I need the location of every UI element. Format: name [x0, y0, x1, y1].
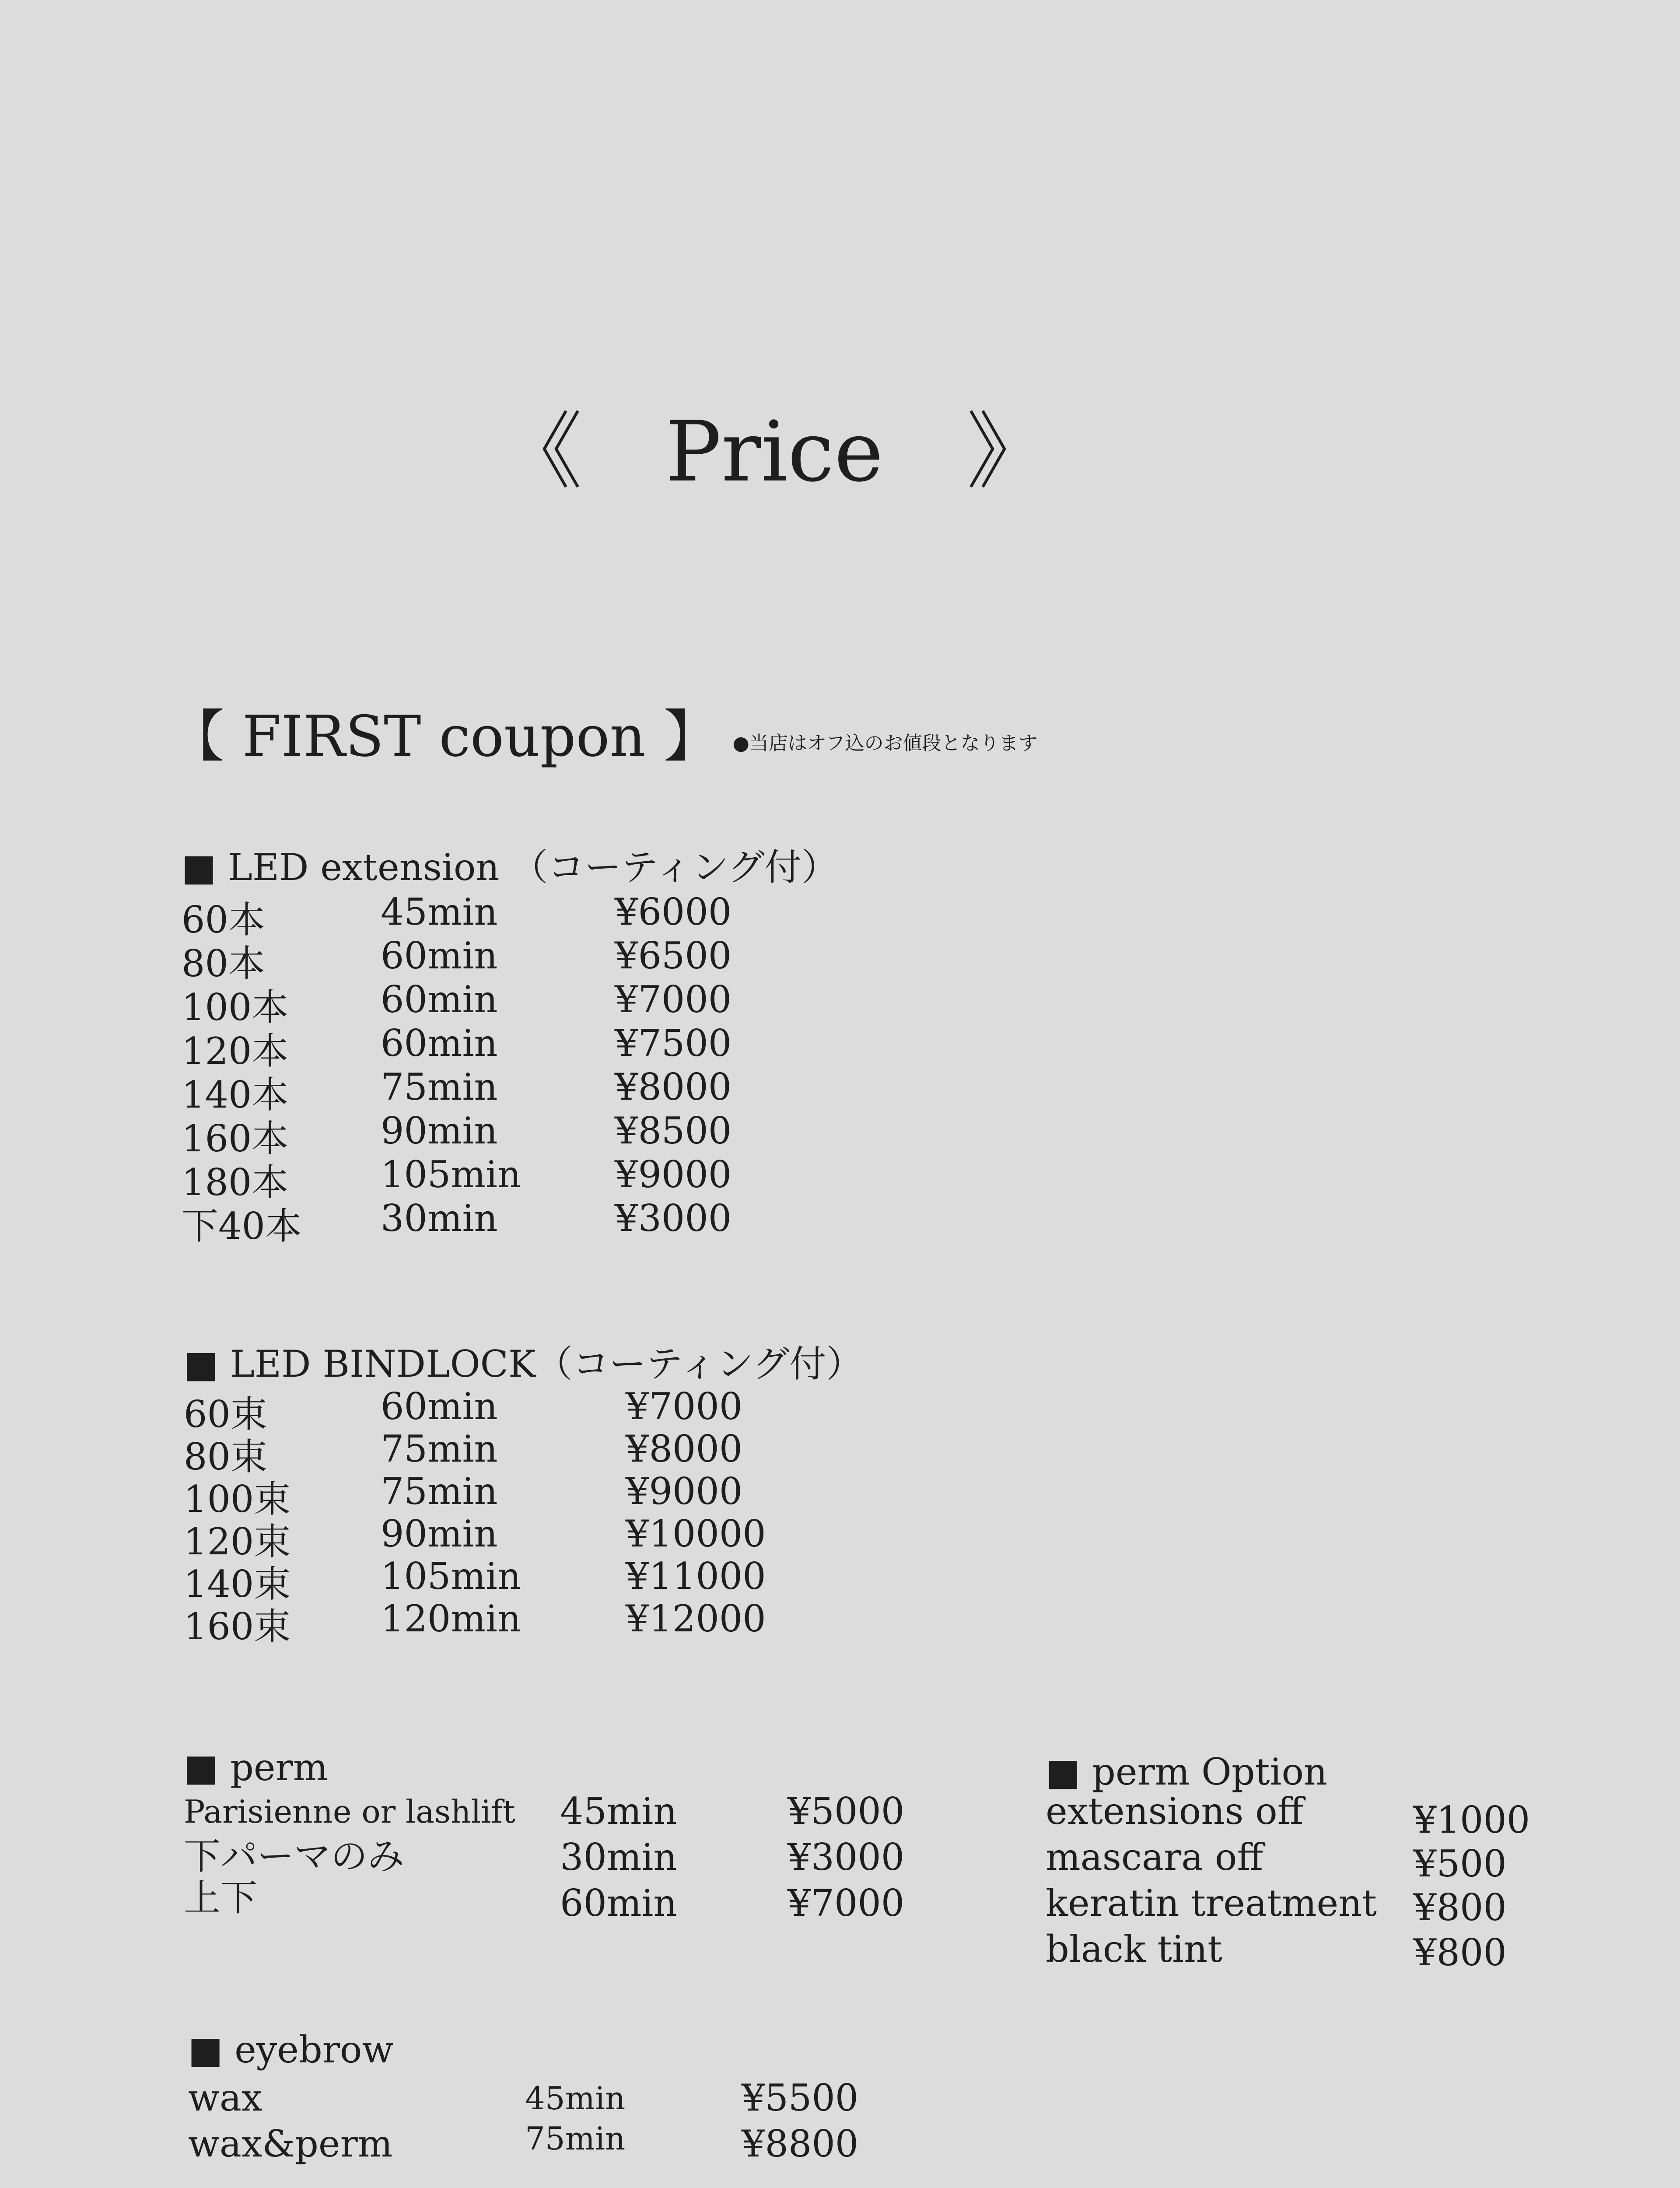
price-cell: ¥9000 [626, 1470, 743, 1513]
price-cell: ¥6000 [615, 891, 732, 933]
price-cell: ¥10000 [626, 1512, 766, 1555]
page-title: 《 Price 》 [499, 403, 1050, 500]
price-cell: ¥800 [1413, 1886, 1507, 1929]
first-coupon-heading [168, 691, 1038, 772]
price-cell: ¥7000 [615, 978, 732, 1021]
led-bindlock-heading: ■ LED BINDLOCK（コーティング付） [184, 1343, 863, 1385]
count-cell: 80束 [184, 1435, 267, 1478]
count-cell: 140束 [184, 1563, 291, 1606]
count-cell: 100本 [182, 986, 289, 1029]
count-cell: 160本 [182, 1117, 289, 1160]
count-cell: 60束 [184, 1393, 267, 1436]
eyebrow-heading: ■ eyebrow [188, 2028, 394, 2071]
service-cell: wax [188, 2076, 262, 2119]
price-cell: ¥7000 [788, 1882, 905, 1925]
count-cell: 120本 [182, 1030, 289, 1073]
service-cell: black tint [1046, 1928, 1222, 1971]
count-cell: 下40本 [182, 1205, 302, 1248]
service-cell: mascara off [1046, 1836, 1264, 1879]
price-cell: ¥5000 [788, 1790, 905, 1833]
price-cell: ¥12000 [626, 1597, 766, 1640]
first-coupon-label: 【 FIRST coupon 】 [168, 704, 720, 769]
time-cell: 75min [381, 1427, 498, 1470]
service-cell: 下パーマのみ [184, 1835, 405, 1878]
count-cell: 100束 [184, 1478, 291, 1521]
time-cell: 60min [381, 1022, 498, 1065]
time-cell: 120min [381, 1597, 521, 1640]
time-cell: 75min [525, 2120, 626, 2157]
service-cell: keratin treatment [1046, 1882, 1377, 1925]
count-cell: 120束 [184, 1520, 291, 1563]
time-cell: 90min [381, 1512, 498, 1555]
time-cell: 75min [381, 1470, 498, 1513]
time-cell: 60min [560, 1882, 677, 1925]
time-cell: 30min [381, 1197, 498, 1240]
led-extension-heading: ■ LED extension （コーティング付） [182, 846, 838, 889]
count-cell: 140本 [182, 1073, 289, 1116]
time-cell: 105min [381, 1153, 521, 1196]
service-cell: Parisienne or lashlift [184, 1793, 515, 1830]
price-cell: ¥500 [1413, 1842, 1507, 1885]
price-cell: ¥8500 [615, 1109, 732, 1152]
price-cell: ¥5500 [742, 2076, 859, 2119]
price-cell: ¥800 [1413, 1931, 1507, 1974]
price-cell: ¥9000 [615, 1153, 732, 1196]
count-cell: 60本 [182, 898, 265, 941]
time-cell: 60min [381, 978, 498, 1021]
count-cell: 180本 [182, 1161, 289, 1204]
count-cell: 80本 [182, 942, 265, 985]
time-cell: 90min [381, 1109, 498, 1152]
price-cell: ¥1000 [1413, 1799, 1530, 1841]
service-cell: extensions off [1046, 1790, 1304, 1833]
price-cell: ¥6500 [615, 934, 732, 977]
price-cell: ¥3000 [788, 1836, 905, 1879]
price-cell: ¥8800 [742, 2122, 859, 2165]
time-cell: 30min [560, 1836, 677, 1879]
time-cell: 45min [560, 1790, 677, 1833]
perm-heading: ■ perm [184, 1746, 328, 1789]
price-cell: ¥7500 [615, 1022, 732, 1065]
time-cell: 105min [381, 1555, 521, 1598]
service-cell: 上下 [184, 1876, 258, 1919]
time-cell: 60min [381, 934, 498, 977]
service-cell: wax&perm [188, 2122, 393, 2165]
time-cell: 45min [525, 2080, 626, 2117]
count-cell: 160束 [184, 1605, 291, 1648]
coupon-note: ●当店はオフ込のお値段となります [732, 732, 1038, 754]
price-cell: ¥8000 [626, 1427, 743, 1470]
price-cell: ¥7000 [626, 1385, 743, 1428]
time-cell: 60min [381, 1385, 498, 1428]
perm-option-heading: ■ perm Option [1046, 1750, 1327, 1793]
time-cell: 75min [381, 1066, 498, 1108]
price-cell: ¥3000 [615, 1197, 732, 1240]
time-cell: 45min [381, 891, 498, 933]
price-cell: ¥8000 [615, 1066, 732, 1108]
price-cell: ¥11000 [626, 1555, 766, 1598]
